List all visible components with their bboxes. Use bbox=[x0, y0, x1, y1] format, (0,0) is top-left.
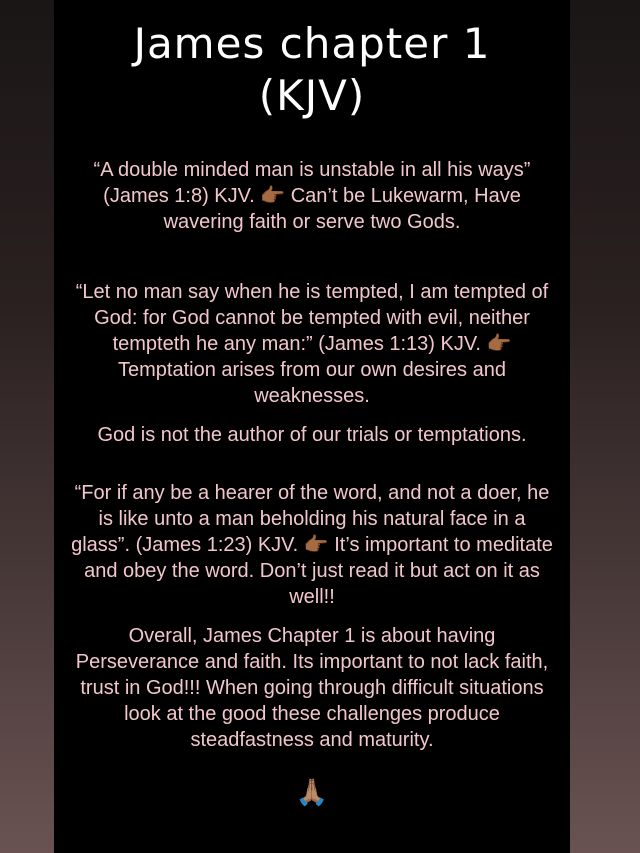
paragraph-james-1-13: “Let no man say when he is tempted, I am tempted of God: for God cannot be tempted with evil, neither tempteth he any man:” (James 1:13) KJV. 👉🏾 Temptation arises from our own desires and weaknesses. bbox=[75, 281, 549, 407]
praying-hands-icon: 🙏🏽 bbox=[295, 778, 329, 808]
post-title bbox=[54, 18, 570, 122]
title-line-2: (KJV) bbox=[258, 71, 366, 120]
paragraph-james-1-8: “A double minded man is unstable in all his ways” (James 1:8) KJV. 👉🏾 Can’t be Lukewarm, Have wavering faith or serve two Gods. bbox=[93, 159, 531, 233]
paragraph-overall: Overall, James Chapter 1 is about having Perseverance and faith. Its important to not lack faith, trust in God!!! When going through difficult situations look at the good these challenges produce steadfastness and maturity. bbox=[75, 625, 549, 751]
paragraph-god-not-author: God is not the author of our trials or temptations. bbox=[97, 424, 527, 446]
post-card bbox=[54, 0, 570, 853]
title-line-1: James chapter 1 bbox=[133, 19, 491, 68]
paragraph-james-1-23: “For if any be a hearer of the word, and not a doer, he is like unto a man beholding his natural face in a glass”. (James 1:23) KJV. 👉🏾 It’s important to meditate and obey the word. Don’t just read it but act on it as well!! bbox=[71, 482, 553, 608]
